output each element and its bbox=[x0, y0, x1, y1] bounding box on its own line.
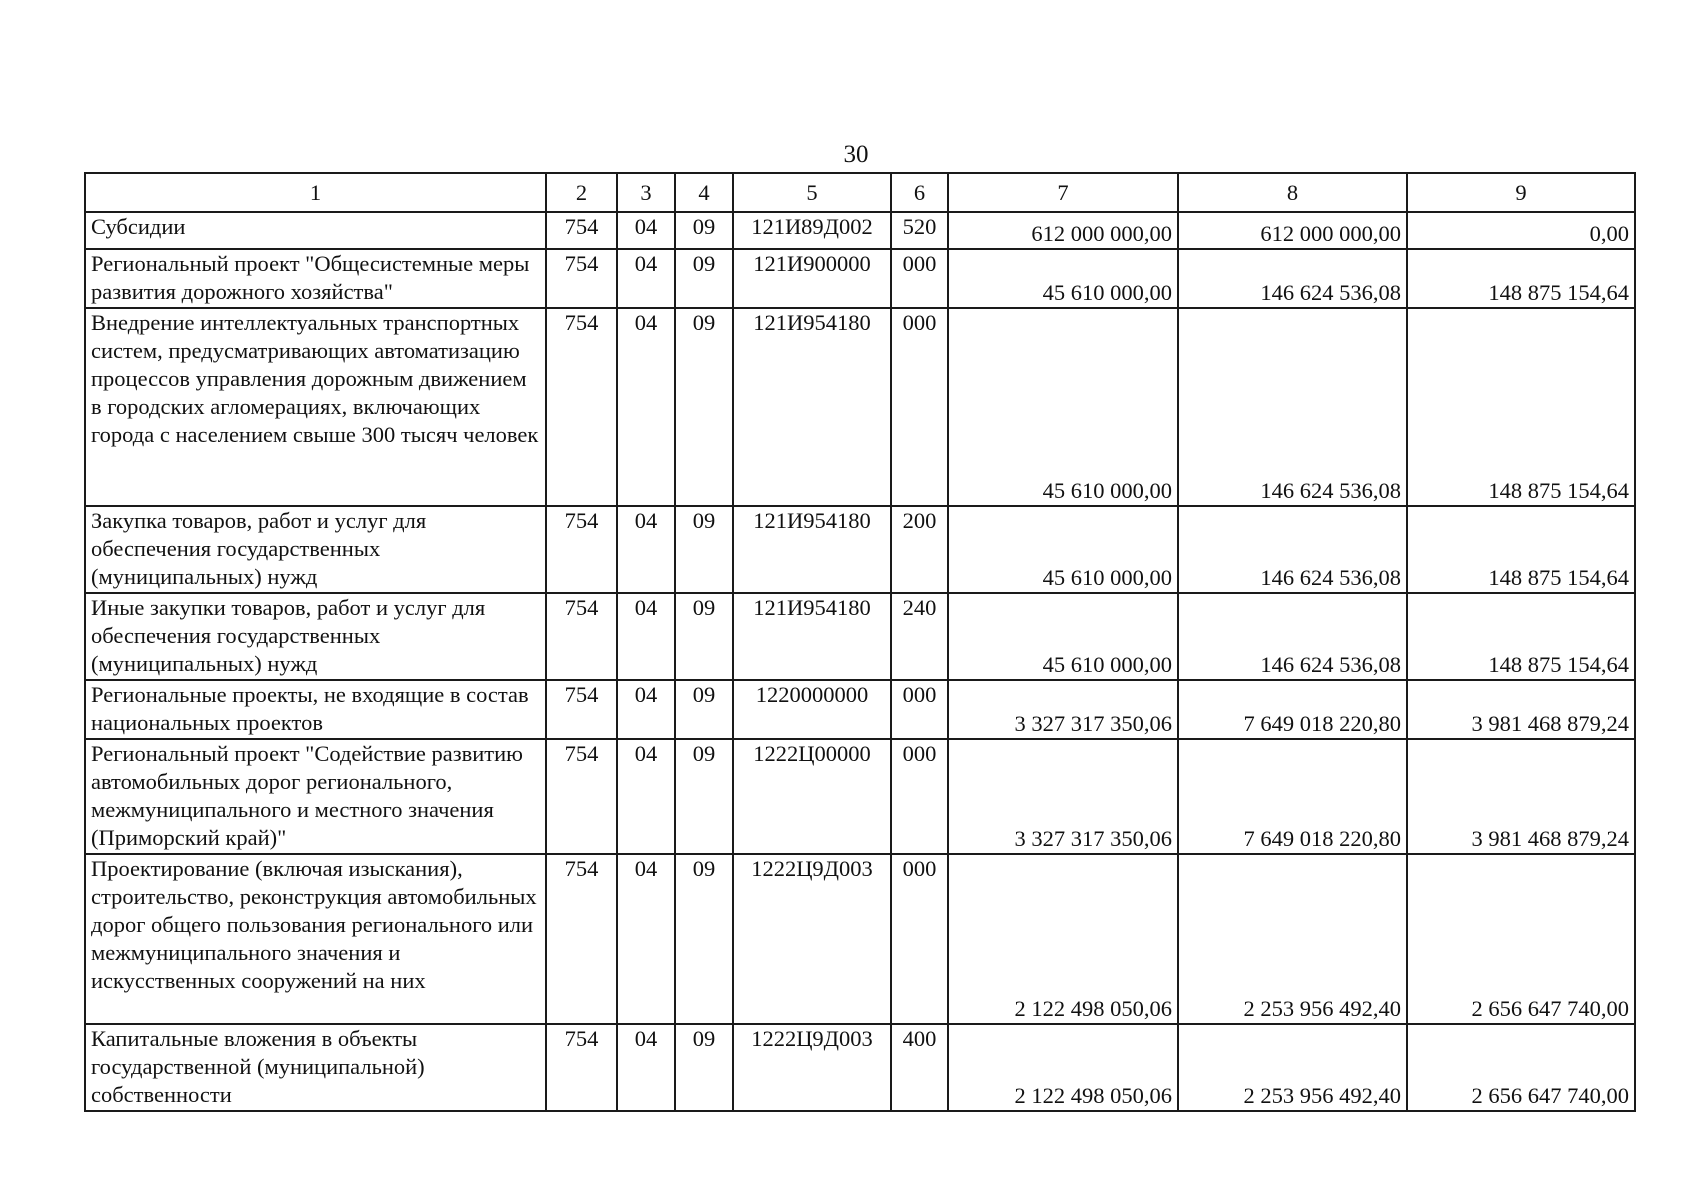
table-row bbox=[85, 212, 1635, 249]
cell-col-5: 121И954180 bbox=[733, 308, 891, 506]
cell-col-3: 04 bbox=[617, 1024, 675, 1111]
cell-col-2: 754 bbox=[546, 680, 617, 739]
budget-table bbox=[84, 172, 1636, 1112]
cell-col-8: 7 649 018 220,80 bbox=[1178, 680, 1407, 739]
cell-col-5: 121И954180 bbox=[733, 506, 891, 593]
cell-col-7: 45 610 000,00 bbox=[948, 308, 1178, 506]
cell-col-7: 2 122 498 050,06 bbox=[948, 1024, 1178, 1111]
row-name: Закупка товаров, работ и услуг для обеспечения государственных (муниципальных) нужд bbox=[85, 506, 546, 593]
cell-col-5: 1222Ц9Д003 bbox=[733, 1024, 891, 1111]
row-name: Региональный проект "Содействие развитию автомобильных дорог регионального, межмуниципального и местного значения (Приморский край)" bbox=[85, 739, 546, 854]
cell-col-4: 09 bbox=[675, 1024, 733, 1111]
table-row bbox=[85, 854, 1635, 1024]
cell-col-4: 09 bbox=[675, 854, 733, 1024]
cell-col-3: 04 bbox=[617, 680, 675, 739]
cell-col-3: 04 bbox=[617, 212, 675, 249]
cell-col-6: 400 bbox=[891, 1024, 948, 1111]
table-row bbox=[85, 249, 1635, 308]
cell-col-7: 2 122 498 050,06 bbox=[948, 854, 1178, 1024]
table-row bbox=[85, 506, 1635, 593]
table-row bbox=[85, 680, 1635, 739]
cell-col-9: 148 875 154,64 bbox=[1407, 506, 1635, 593]
column-header: 8 bbox=[1178, 173, 1407, 212]
column-header: 5 bbox=[733, 173, 891, 212]
cell-col-8: 7 649 018 220,80 bbox=[1178, 739, 1407, 854]
cell-col-3: 04 bbox=[617, 739, 675, 854]
header-row bbox=[85, 173, 1635, 212]
cell-col-4: 09 bbox=[675, 249, 733, 308]
page-number: 30 bbox=[843, 141, 869, 168]
cell-col-9: 3 981 468 879,24 bbox=[1407, 739, 1635, 854]
column-header: 4 bbox=[675, 173, 733, 212]
cell-col-9: 2 656 647 740,00 bbox=[1407, 854, 1635, 1024]
cell-col-2: 754 bbox=[546, 506, 617, 593]
row-name: Внедрение интеллектуальных транспортных систем, предусматривающих автоматизацию процессов управления дорожным движением в городских агломерациях, включающих города с населением свыше 300 тысяч человек bbox=[85, 308, 546, 506]
cell-col-9: 3 981 468 879,24 bbox=[1407, 680, 1635, 739]
row-name: Проектирование (включая изыскания), строительство, реконструкция автомобильных дорог общего пользования регионального или межмуниципального значения и искусственных сооружений на них bbox=[85, 854, 546, 1024]
cell-col-9: 2 656 647 740,00 bbox=[1407, 1024, 1635, 1111]
row-name: Капитальные вложения в объекты государственной (муниципальной) собственности bbox=[85, 1024, 546, 1111]
cell-col-2: 754 bbox=[546, 593, 617, 680]
cell-col-6: 000 bbox=[891, 308, 948, 506]
table-row bbox=[85, 593, 1635, 680]
cell-col-6: 000 bbox=[891, 680, 948, 739]
column-header: 9 bbox=[1407, 173, 1635, 212]
column-header: 7 bbox=[948, 173, 1178, 212]
cell-col-4: 09 bbox=[675, 680, 733, 739]
cell-col-7: 3 327 317 350,06 bbox=[948, 739, 1178, 854]
column-header: 2 bbox=[546, 173, 617, 212]
cell-col-7: 612 000 000,00 bbox=[948, 212, 1178, 249]
cell-col-5: 1222Ц00000 bbox=[733, 739, 891, 854]
cell-col-6: 520 bbox=[891, 212, 948, 249]
row-name: Региональный проект "Общесистемные меры развития дорожного хозяйства" bbox=[85, 249, 546, 308]
cell-col-8: 146 624 536,08 bbox=[1178, 593, 1407, 680]
cell-col-9: 0,00 bbox=[1407, 212, 1635, 249]
cell-col-5: 121И89Д002 bbox=[733, 212, 891, 249]
cell-col-8: 612 000 000,00 bbox=[1178, 212, 1407, 249]
row-name: Иные закупки товаров, работ и услуг для обеспечения государственных (муниципальных) нужд bbox=[85, 593, 546, 680]
table-row bbox=[85, 1024, 1635, 1111]
cell-col-6: 200 bbox=[891, 506, 948, 593]
cell-col-2: 754 bbox=[546, 854, 617, 1024]
column-header: 6 bbox=[891, 173, 948, 212]
cell-col-8: 2 253 956 492,40 bbox=[1178, 1024, 1407, 1111]
cell-col-2: 754 bbox=[546, 212, 617, 249]
cell-col-4: 09 bbox=[675, 308, 733, 506]
cell-col-7: 45 610 000,00 bbox=[948, 249, 1178, 308]
cell-col-3: 04 bbox=[617, 249, 675, 308]
cell-col-6: 000 bbox=[891, 249, 948, 308]
cell-col-7: 45 610 000,00 bbox=[948, 593, 1178, 680]
cell-col-3: 04 bbox=[617, 506, 675, 593]
cell-col-8: 2 253 956 492,40 bbox=[1178, 854, 1407, 1024]
column-header: 3 bbox=[617, 173, 675, 212]
cell-col-2: 754 bbox=[546, 1024, 617, 1111]
cell-col-5: 121И900000 bbox=[733, 249, 891, 308]
cell-col-7: 3 327 317 350,06 bbox=[948, 680, 1178, 739]
cell-col-8: 146 624 536,08 bbox=[1178, 308, 1407, 506]
row-name: Субсидии bbox=[85, 212, 546, 249]
row-name: Региональные проекты, не входящие в состав национальных проектов bbox=[85, 680, 546, 739]
cell-col-2: 754 bbox=[546, 308, 617, 506]
cell-col-4: 09 bbox=[675, 593, 733, 680]
cell-col-4: 09 bbox=[675, 212, 733, 249]
cell-col-8: 146 624 536,08 bbox=[1178, 506, 1407, 593]
cell-col-3: 04 bbox=[617, 308, 675, 506]
cell-col-6: 000 bbox=[891, 739, 948, 854]
cell-col-7: 45 610 000,00 bbox=[948, 506, 1178, 593]
cell-col-5: 121И954180 bbox=[733, 593, 891, 680]
cell-col-4: 09 bbox=[675, 506, 733, 593]
cell-col-9: 148 875 154,64 bbox=[1407, 308, 1635, 506]
cell-col-5: 1220000000 bbox=[733, 680, 891, 739]
cell-col-4: 09 bbox=[675, 739, 733, 854]
table-row bbox=[85, 739, 1635, 854]
cell-col-2: 754 bbox=[546, 249, 617, 308]
column-header: 1 bbox=[85, 173, 546, 212]
cell-col-9: 148 875 154,64 bbox=[1407, 593, 1635, 680]
cell-col-2: 754 bbox=[546, 739, 617, 854]
cell-col-3: 04 bbox=[617, 593, 675, 680]
cell-col-6: 240 bbox=[891, 593, 948, 680]
table-row bbox=[85, 308, 1635, 506]
cell-col-6: 000 bbox=[891, 854, 948, 1024]
cell-col-3: 04 bbox=[617, 854, 675, 1024]
cell-col-8: 146 624 536,08 bbox=[1178, 249, 1407, 308]
cell-col-5: 1222Ц9Д003 bbox=[733, 854, 891, 1024]
cell-col-9: 148 875 154,64 bbox=[1407, 249, 1635, 308]
